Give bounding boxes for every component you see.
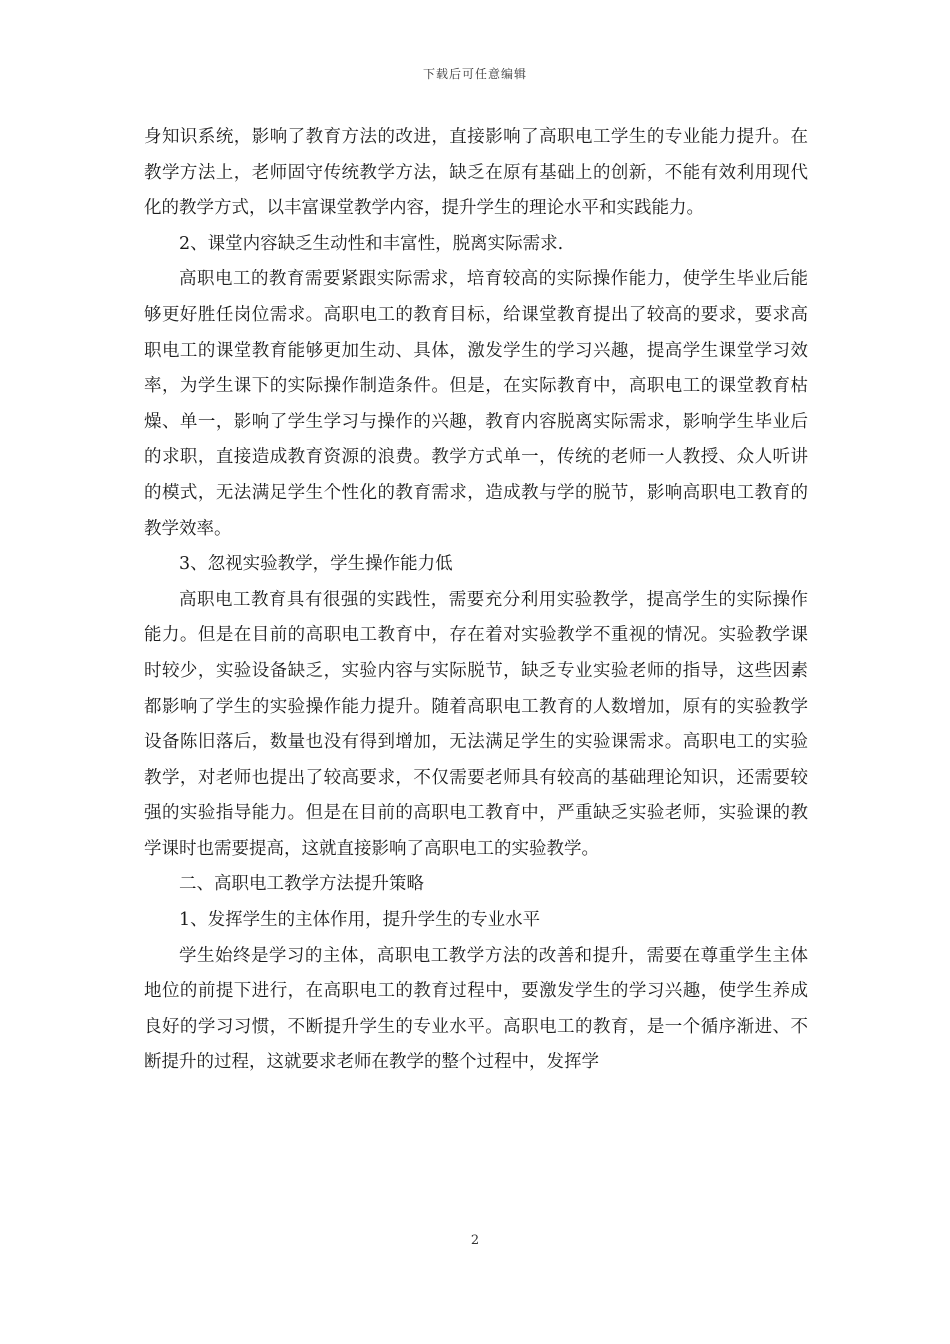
paragraph-continuation: 身知识系统，影响了教育方法的改进，直接影响了高职电工学生的专业能力提升。在教学方法上，老师固守传统教学方法，缺乏在原有基础上的创新，不能有效利用现代化的教学方式，以丰富课堂教学内容，提升学生的理论水平和实践能力。: [144, 127, 808, 219]
section-heading-3: 3、忽视实验教学，学生操作能力低: [179, 554, 453, 575]
paragraph-body: 高职电工的教育需要紧跟实际需求，培育较高的实际操作能力，使学生毕业后能够更好胜任岗位需求。高职电工的教育目标，给课堂教育提出了较高的要求，要求高职电工的课堂教育能够更加生动、具体，激发学生的学习兴趣，提高学生课堂学习效率，为学生课下的实际操作制造条件。但是，在实际教育中，高职电工的课堂教育枯燥、单一，影响了学生学习与操作的兴趣，教育内容脱离实际需求，影响学生毕业后的求职，直接造成教育资源的浪费。教学方式单一，传统的老师一人教授、众人听讲的模式，无法满足学生个性化的教育需求，造成教与学的脱节，影响高职电工教育的教学效率。: [144, 269, 808, 539]
page-header: 下载后可任意编辑: [422, 67, 527, 81]
paragraph-body: 高职电工教育具有很强的实践性，需要充分利用实验教学，提高学生的实际操作能力。但是在目前的高职电工教育中，存在着对实验教学不重视的情况。实验教学课时较少，实验设备缺乏，实验内容与实际脱节，缺乏专业实验老师的指导，这些因素都影响了学生的实验操作能力提升。随着高职电工教育的人数增加，原有的实验教学设备陈旧落后，数量也没有得到增加，无法满足学生的实验课需求。高职电工的实验教学，对老师也提出了较高要求，不仅需要老师具有较高的基础理论知识，还需要较强的实验指导能力。但是在目前的高职电工教育中，严重缺乏实验老师，实验课的教学课时也需要提高，这就直接影响了高职电工的实验教学。: [144, 589, 808, 859]
section-heading-1: 1、发挥学生的主体作用，提升学生的专业水平: [179, 910, 541, 931]
paragraph-body: 学生始终是学习的主体，高职电工教学方法的改善和提升，需要在尊重学生主体地位的前提下进行，在高职电工的教育过程中，要激发学生的学习兴趣，使学生养成良好的学习习惯，不断提升学生的专业水平。高职电工的教育，是一个循序渐进、不断提升的过程，这就要求老师在教学的整个过程中，发挥学: [144, 945, 808, 1073]
page-number: 2: [470, 1233, 480, 1248]
chapter-heading-2: 二、高职电工教学方法提升策略: [179, 874, 424, 895]
document-body: [144, 120, 808, 1081]
section-heading-2: 2、课堂内容缺乏生动性和丰富性，脱离实际需求.: [179, 233, 564, 254]
